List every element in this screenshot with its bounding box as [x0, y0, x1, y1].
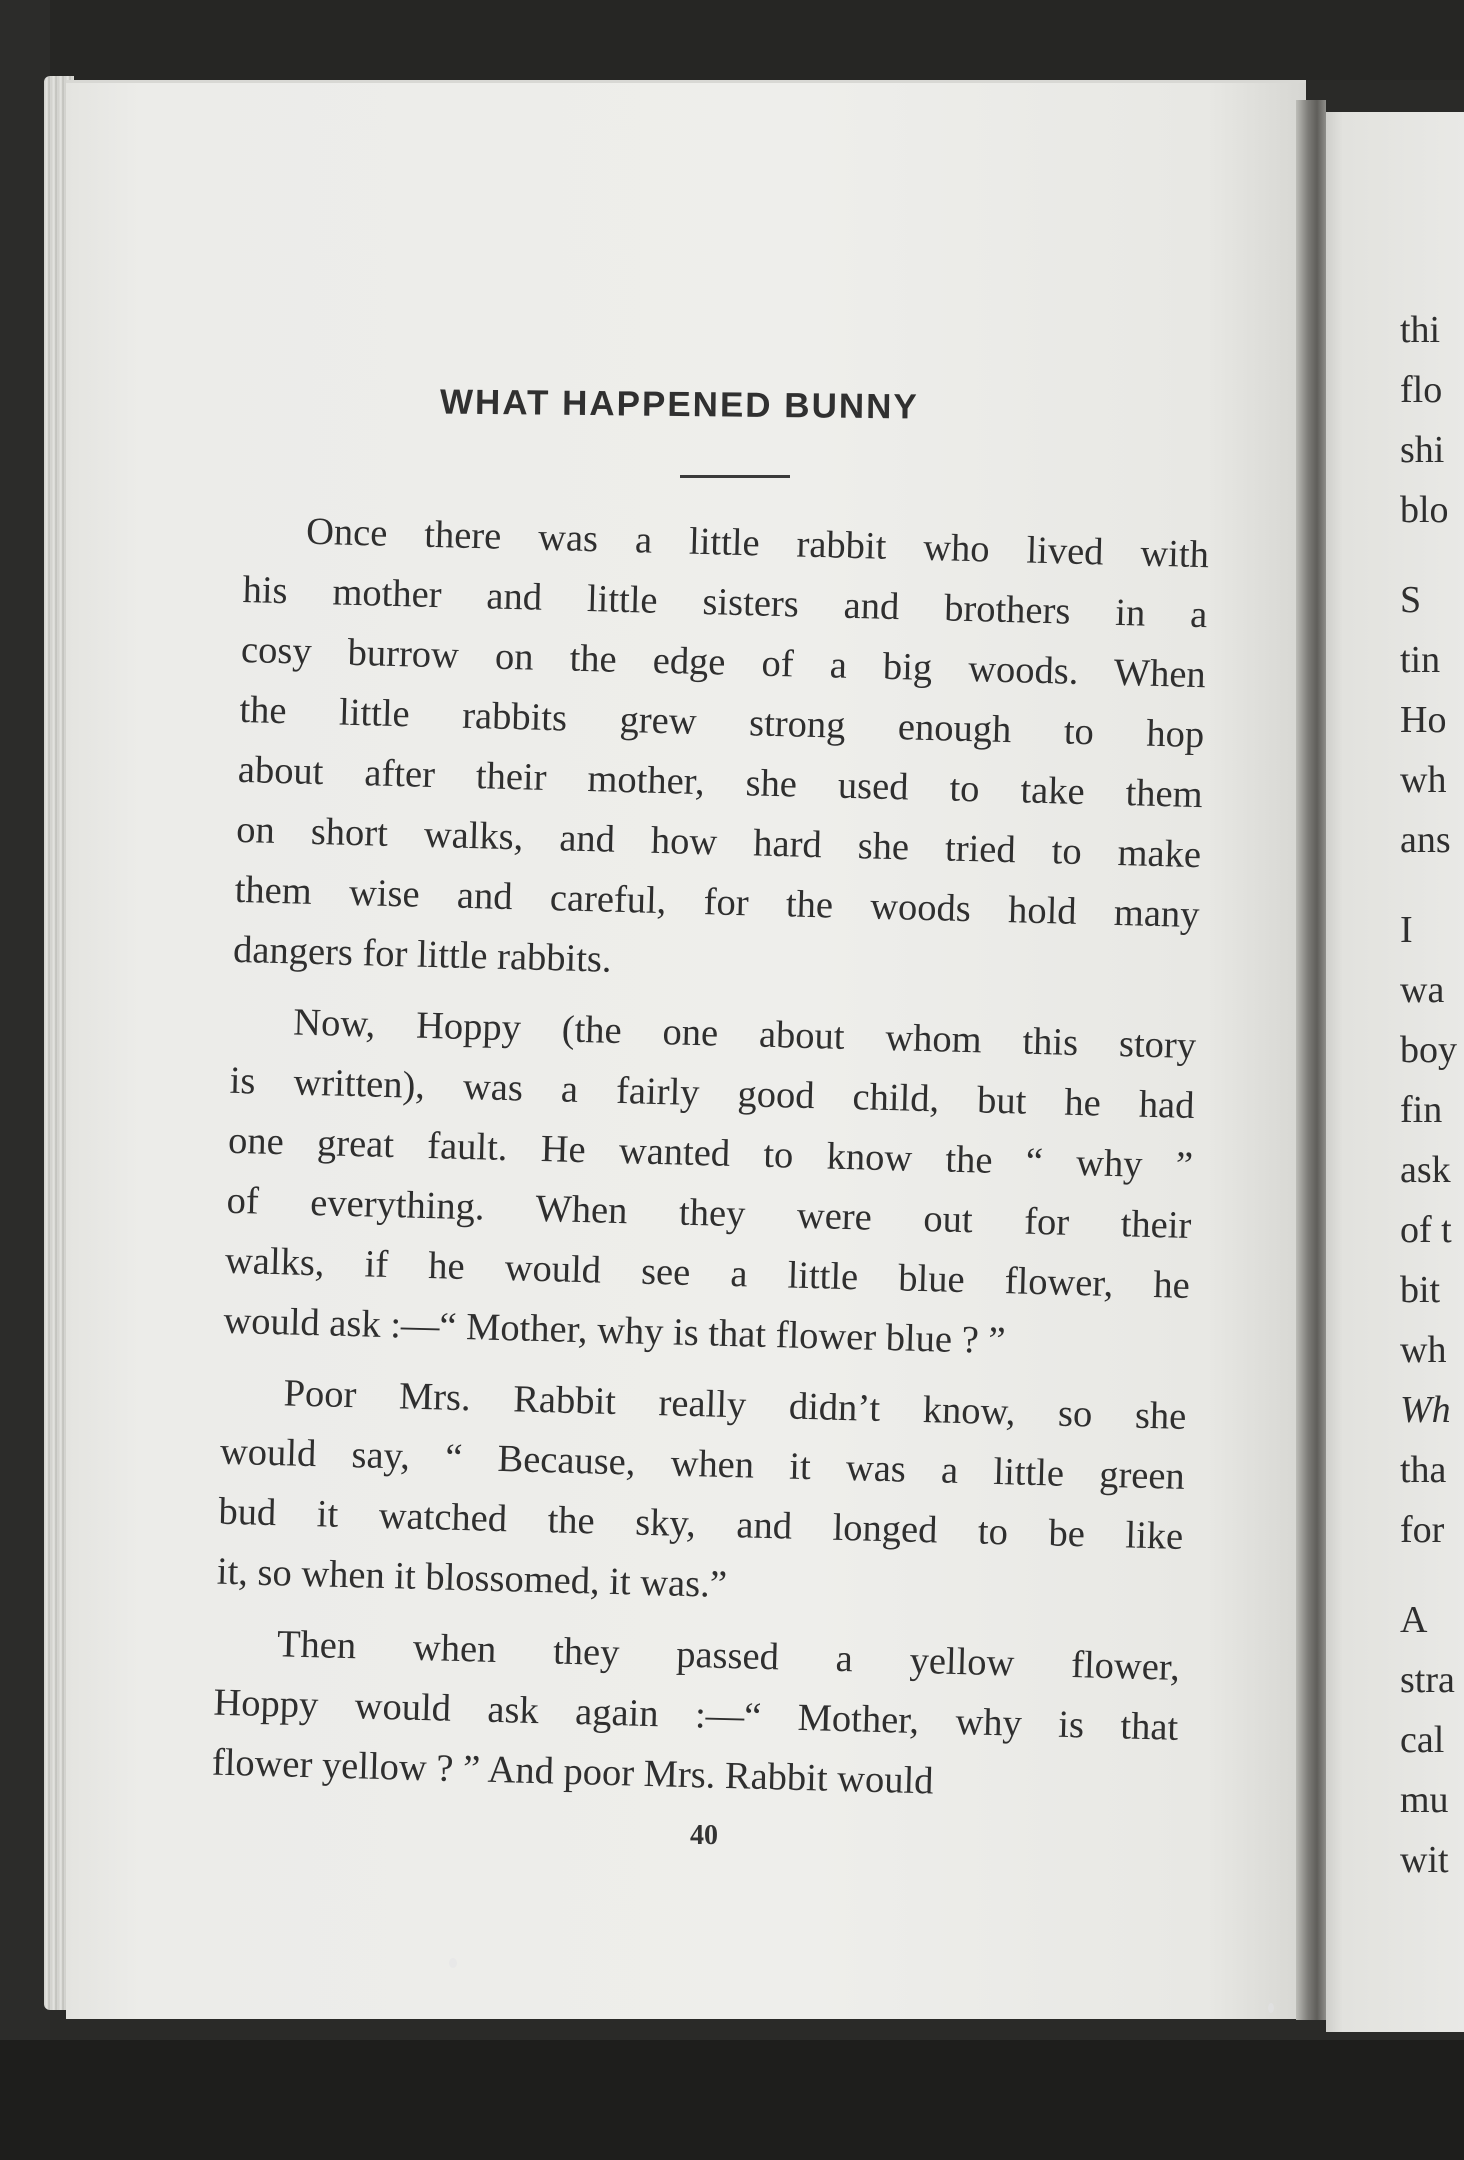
title-rule: [680, 475, 790, 478]
text-line: Once there was a little rabbit who lived with: [305, 510, 1210, 577]
text-line: one great fault. He wanted to know the “ why ”: [227, 1119, 1194, 1188]
right-page-text: [1400, 300, 1464, 1890]
page-number: 40: [690, 1820, 718, 1851]
right-page-fragment: shi: [1400, 429, 1445, 471]
right-page-fragment: Wh: [1400, 1389, 1451, 1431]
right-page-fragment: Ho: [1400, 699, 1447, 741]
text-line: walks, if he would see a little blue flower, he: [224, 1239, 1191, 1307]
right-page-fragment: I: [1400, 909, 1413, 951]
right-page-fragment: fin: [1400, 1089, 1443, 1131]
right-page-fragment: wa: [1400, 969, 1445, 1011]
text-line: would say, “ Because, when it was a little green: [219, 1430, 1186, 1498]
paragraph: [216, 1362, 1187, 1627]
right-page-fragment: wh: [1400, 1329, 1447, 1371]
text-line: bud it watched the sky, and longed to be like: [217, 1490, 1184, 1558]
text-line: them wise and careful, for the woods hold many: [234, 868, 1201, 937]
right-page-fragment: ask: [1400, 1149, 1451, 1191]
right-page-fragment: mu: [1400, 1779, 1449, 1821]
speck: [1268, 2003, 1274, 2013]
speck: [449, 1958, 457, 1968]
right-page-fragment: tin: [1400, 639, 1441, 681]
right-page-fragment: bit: [1400, 1269, 1441, 1311]
text-line: of everything. When they were out for their: [226, 1179, 1192, 1248]
text-line: Then when they passed a yellow flower,: [276, 1623, 1181, 1689]
right-page-fragment: flo: [1400, 369, 1443, 411]
text-line: about after their mother, she used to take them: [237, 748, 1204, 817]
text-line: it, so when it blossomed, it was.”: [216, 1550, 728, 1606]
right-page-fragment: blo: [1400, 489, 1449, 531]
paragraph-gap: [1400, 540, 1464, 570]
right-page-fragment: tha: [1400, 1449, 1447, 1491]
right-page-fragment: of t: [1400, 1209, 1452, 1251]
right-page-fragment: for: [1400, 1509, 1445, 1551]
paragraph: [223, 991, 1197, 1376]
text-line: Poor Mrs. Rabbit really didn’t know, so she: [283, 1372, 1187, 1438]
text-line: dangers for little rabbits.: [232, 928, 613, 981]
chapter-title: WHAT HAPPENED BUNNY: [439, 382, 919, 427]
right-page-fragment: ans: [1400, 819, 1451, 861]
right-page-fragment: thi: [1400, 309, 1441, 351]
text-line: is written), was a fairly good child, but he had: [229, 1059, 1196, 1128]
body-text: [211, 500, 1210, 1829]
paragraph-gap: [1400, 870, 1464, 900]
right-page-fragment: S: [1400, 579, 1422, 621]
right-page-fragment: wh: [1400, 759, 1447, 801]
paragraph-gap: [1400, 1560, 1464, 1590]
paragraph: [232, 500, 1209, 1005]
right-page-fragment: cal: [1400, 1719, 1445, 1761]
text-line: Hoppy would ask again :—“ Mother, why is that: [212, 1681, 1179, 1749]
text-line: the little rabbits grew strong enough to hop: [238, 688, 1205, 757]
text-line: Now, Hoppy (the one about whom this story: [292, 1001, 1197, 1068]
right-page-fragment: boy: [1400, 1029, 1457, 1071]
text-line: would ask :—“ Mother, why is that flower blue ? ”: [222, 1299, 1006, 1363]
text-line: on short walks, and how hard she tried to make: [235, 808, 1202, 877]
right-page-fragment: wit: [1400, 1839, 1449, 1881]
right-page-fragment: stra: [1400, 1659, 1455, 1701]
paragraph: [211, 1613, 1180, 1818]
text-line: cosy burrow on the edge of a big woods. When: [240, 628, 1207, 697]
right-page-fragment: A: [1400, 1599, 1428, 1641]
text-line: his mother and little sisters and brothers in a: [242, 568, 1208, 637]
text-line: flower yellow ? ” And poor Mrs. Rabbit would: [211, 1741, 935, 1803]
